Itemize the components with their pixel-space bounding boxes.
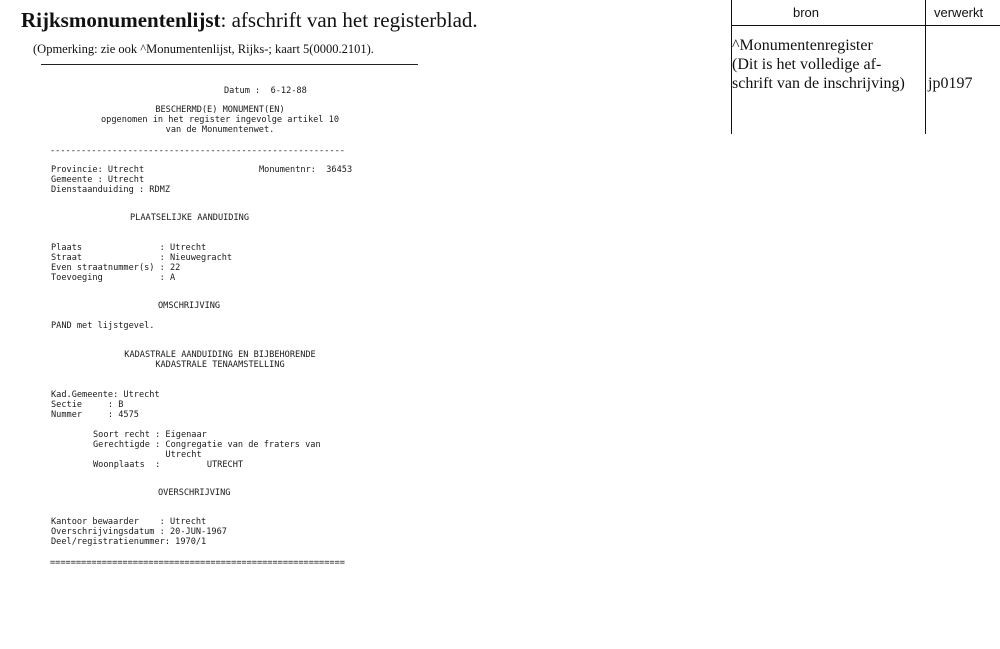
provincie-line: Provincie: Utrecht xyxy=(51,165,145,175)
table-column-divider xyxy=(925,0,926,134)
title-rule xyxy=(41,64,418,65)
dienst-line: Dienstaanduiding : RDMZ xyxy=(51,185,170,195)
table-cell-verwerkt: jp0197 xyxy=(928,75,973,92)
plaats-block: Plaats : Utrecht Straat : Nieuwegracht Even straatnummer(s) : 22 Toevoeging : A xyxy=(51,243,233,283)
omschrijving-text: PAND met lijstgevel. xyxy=(51,321,155,331)
document-heading: BESCHERMD(E) MONUMENT(EN) opgenomen in het register ingevolge artikel 10 van de Monumentenwet. xyxy=(101,105,339,135)
equals-separator: ========================================================= xyxy=(50,558,345,568)
title-bold: Rijksmonumentenlijst xyxy=(21,8,221,32)
overschrijving-block: Kantoor bewaarder : Utrecht Overschrijvingsdatum : 20-JUN-1967 Deel/registratienummer: 1970/1 xyxy=(51,517,227,547)
monumentnr-line: Monumentnr: 36453 xyxy=(259,165,353,175)
table-header-rule xyxy=(731,25,1000,26)
gemeente-line: Gemeente : Utrecht xyxy=(51,175,145,185)
recht-block: Soort recht : Eigenaar Gerechtigde : Congregatie van de fraters van Utrecht Woonplaats : UTRECHT xyxy=(93,430,321,470)
title-rest: : afschrift van het registerblad. xyxy=(220,8,478,32)
table-header-bron: bron xyxy=(793,5,820,20)
dash-separator: --------------------------------------------------------- xyxy=(50,146,345,156)
datum-line: Datum : 6-12-88 xyxy=(224,86,307,96)
source-table xyxy=(731,0,1000,134)
table-header-verwerkt: verwerkt xyxy=(934,5,984,20)
kadaster-block: Kad.Gemeente: Utrecht Sectie : B Nummer : 4575 xyxy=(51,390,160,420)
section-omschrijving: OMSCHRIJVING xyxy=(158,301,221,311)
table-cell-bron: ^Monumentenregister (Dit is het volledige af- schrift van de inschrijving) xyxy=(732,37,905,92)
page-title xyxy=(21,8,478,33)
section-plaatselijke: PLAATSELIJKE AANDUIDING xyxy=(130,213,249,223)
section-overschrijving: OVERSCHRIJVING xyxy=(158,488,231,498)
section-kadastrale: KADASTRALE AANDUIDING EN BIJBEHORENDE KADASTRALE TENAAMSTELLING xyxy=(124,350,316,370)
remark-note: (Opmerking: zie ook ^Monumentenlijst, Rijks-; kaart 5(0000.2101). xyxy=(33,42,374,56)
